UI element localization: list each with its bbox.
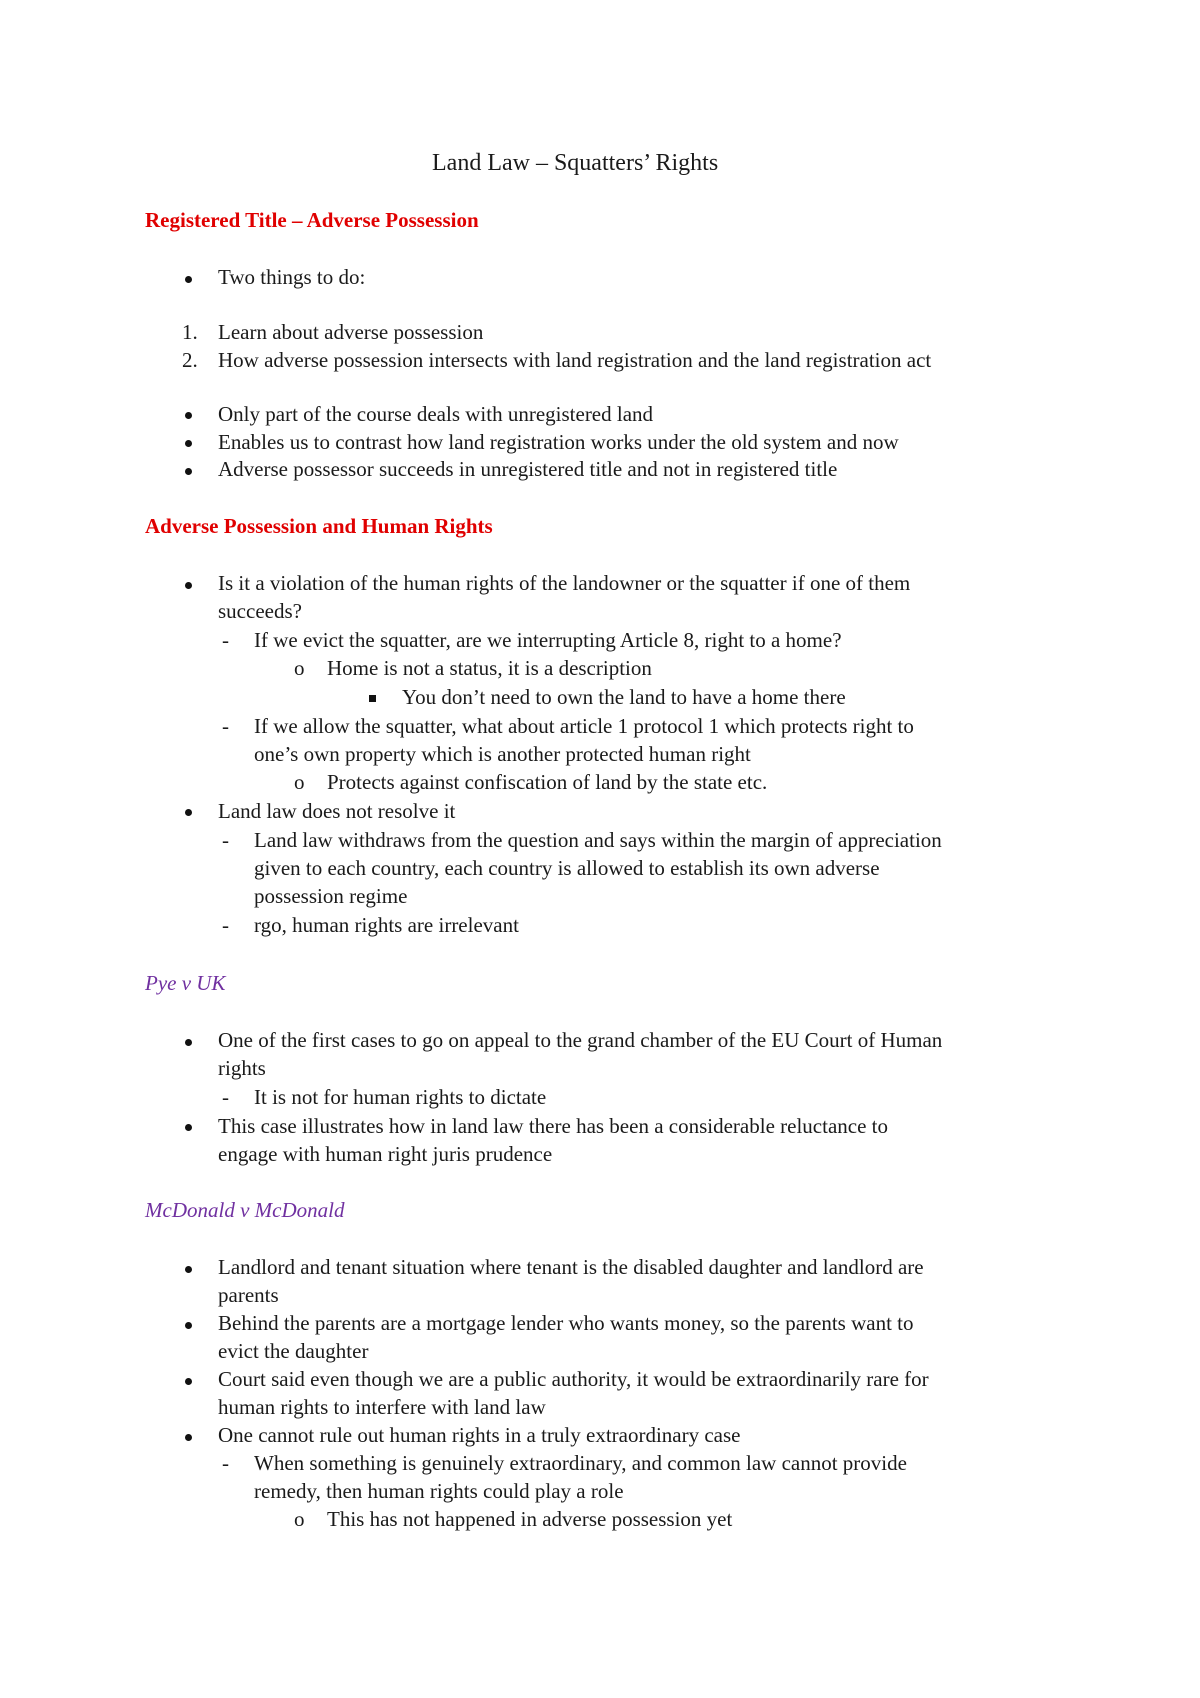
bullet-icon — [185, 468, 192, 475]
bullet-icon — [185, 412, 192, 419]
heading-human-rights: Adverse Possession and Human Rights — [145, 514, 493, 538]
sub-sub-item: Protects against confiscation of land by the state etc. — [327, 770, 768, 794]
list-item: Landlord and tenant situation where tenant is the disabled daughter and landlord are — [218, 1255, 924, 1279]
sub-item-continued: given to each country, each country is allowed to establish its own adverse — [254, 856, 880, 880]
sub-sub-item: This has not happened in adverse possession yet — [327, 1507, 733, 1531]
bullet-icon — [185, 582, 192, 589]
dash-marker: - — [222, 1451, 229, 1475]
dash-marker: - — [222, 913, 229, 937]
bullet-icon — [185, 1378, 192, 1385]
circle-marker: o — [294, 656, 305, 680]
list-item: How adverse possession intersects with land registration and the land registration act — [218, 348, 932, 372]
heading-registered-title: Registered Title – Adverse Possession — [145, 208, 479, 232]
bullet-icon — [185, 1322, 192, 1329]
dash-marker: - — [222, 628, 229, 652]
dash-marker: - — [222, 714, 229, 738]
sub-item: rgo, human rights are irrelevant — [254, 913, 519, 937]
circle-marker: o — [294, 770, 305, 794]
square-bullet-icon — [369, 695, 376, 702]
sub-item: When something is genuinely extraordinary, and common law cannot provide — [254, 1451, 907, 1475]
sub-item: It is not for human rights to dictate — [254, 1085, 547, 1109]
list-item: Only part of the course deals with unregistered land — [218, 402, 654, 426]
sub-item: Land law withdraws from the question and says within the margin of appreciation — [254, 828, 942, 852]
list-item: Land law does not resolve it — [218, 799, 456, 823]
list-item: Enables us to contrast how land registration works under the old system and now — [218, 430, 899, 454]
bullet-icon — [185, 440, 192, 447]
bullet-icon — [185, 1434, 192, 1441]
list-item-continued: evict the daughter — [218, 1339, 369, 1363]
list-number: 1. — [182, 320, 198, 344]
list-number: 2. — [182, 348, 198, 372]
list-item: One of the first cases to go on appeal to the grand chamber of the EU Court of Human — [218, 1028, 943, 1052]
sub-sub-sub-item: You don’t need to own the land to have a home there — [402, 685, 846, 709]
list-item-continued: parents — [218, 1283, 279, 1307]
list-item-continued: human rights to interfere with land law — [218, 1395, 546, 1419]
list-item: Court said even though we are a public authority, it would be extraordinarily rare for — [218, 1367, 929, 1391]
bullet-icon — [185, 1124, 192, 1131]
list-item: This case illustrates how in land law there has been a considerable reluctance to — [218, 1114, 888, 1138]
list-item: Learn about adverse possession — [218, 320, 484, 344]
bullet-icon — [185, 276, 192, 283]
sub-item: If we evict the squatter, are we interrupting Article 8, right to a home? — [254, 628, 842, 652]
list-item: One cannot rule out human rights in a truly extraordinary case — [218, 1423, 741, 1447]
sub-item: If we allow the squatter, what about article 1 protocol 1 which protects right to — [254, 714, 914, 738]
list-item: Is it a violation of the human rights of the landowner or the squatter if one of them — [218, 571, 911, 595]
bullet-icon — [185, 1266, 192, 1273]
list-item: Adverse possessor succeeds in unregistered title and not in registered title — [218, 457, 838, 481]
circle-marker: o — [294, 1507, 305, 1531]
bullet-icon — [185, 1039, 192, 1046]
list-item: Two things to do: — [218, 265, 366, 289]
list-item: Behind the parents are a mortgage lender who wants money, so the parents want to — [218, 1311, 914, 1335]
page-title: Land Law – Squatters’ Rights — [432, 150, 719, 176]
sub-item-continued: one’s own property which is another protected human right — [254, 742, 751, 766]
list-item-continued: rights — [218, 1056, 266, 1080]
dash-marker: - — [222, 1085, 229, 1109]
dash-marker: - — [222, 828, 229, 852]
sub-sub-item: Home is not a status, it is a description — [327, 656, 652, 680]
sub-item-continued: possession regime — [254, 884, 408, 908]
heading-pye-v-uk: Pye v UK — [145, 971, 226, 995]
list-item-continued: succeeds? — [218, 599, 302, 623]
heading-mcdonald-v-mcdonald: McDonald v McDonald — [145, 1198, 345, 1222]
bullet-icon — [185, 809, 192, 816]
sub-item-continued: remedy, then human rights could play a role — [254, 1479, 624, 1503]
list-item-continued: engage with human right juris prudence — [218, 1142, 553, 1166]
